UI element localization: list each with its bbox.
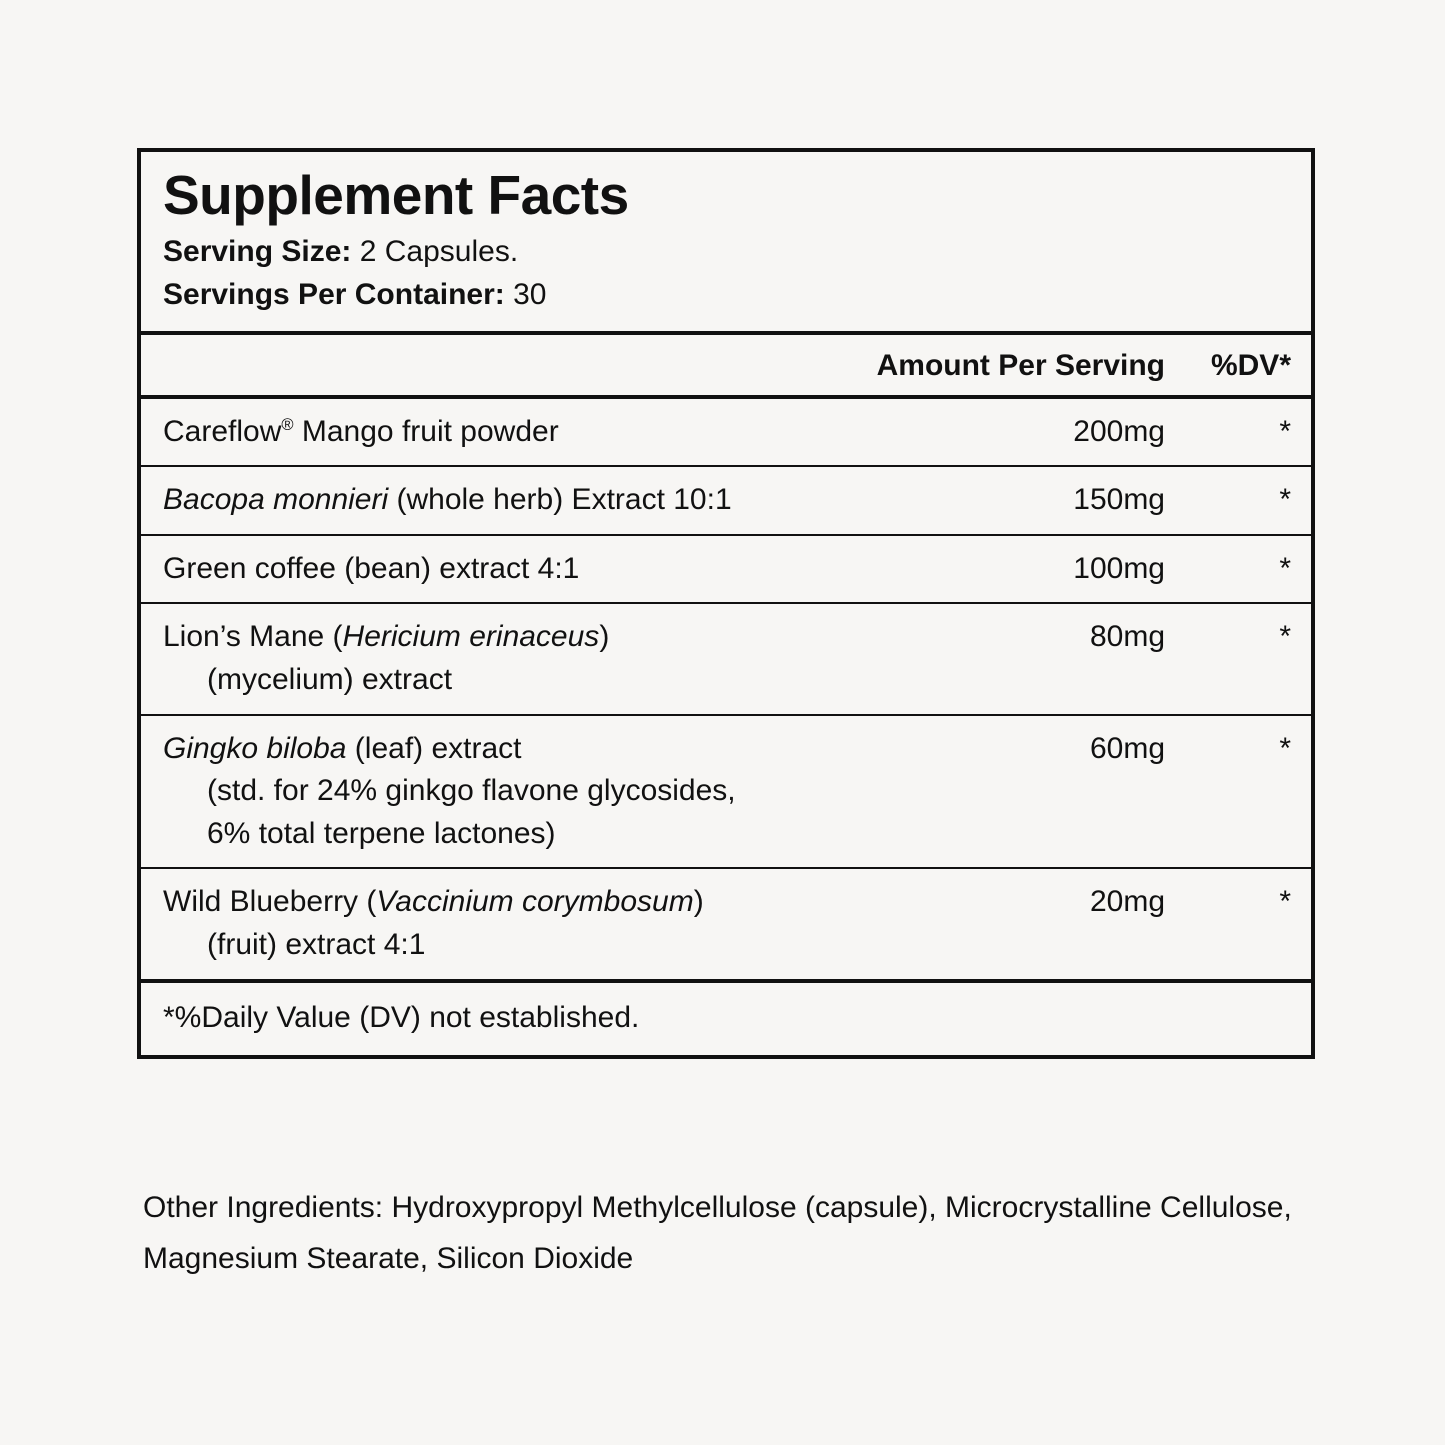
ingredient-name: Wild Blueberry (Vaccinium corymbosum) (fruit) extract 4:1 bbox=[163, 885, 704, 961]
ingredient-dv: * bbox=[1279, 551, 1291, 585]
ingredient-name: Lion’s Mane (Hericium erinaceus) (mycelium) extract bbox=[163, 620, 610, 696]
table-row bbox=[141, 536, 1311, 605]
ingredient-name: Green coffee (bean) extract 4:1 bbox=[163, 551, 580, 585]
column-header-row bbox=[141, 335, 1311, 399]
ingredient-dv: * bbox=[1279, 620, 1291, 654]
label-header bbox=[141, 152, 1311, 335]
supplement-facts-panel bbox=[137, 148, 1315, 1059]
serving-size-line bbox=[163, 231, 1291, 274]
ingredient-amount: 80mg bbox=[1089, 620, 1165, 654]
ingredient-amount: 100mg bbox=[1073, 551, 1165, 585]
column-header-amount: Amount Per Serving bbox=[876, 348, 1165, 382]
ingredient-amount: 20mg bbox=[1089, 885, 1165, 919]
ingredient-dv: * bbox=[1279, 414, 1291, 448]
ingredient-rows bbox=[141, 399, 1311, 983]
serving-size-label: Serving Size: bbox=[163, 235, 352, 269]
servings-per-container-line bbox=[163, 274, 1291, 317]
ingredient-name: Gingko biloba (leaf) extract (std. for 24% ginkgo flavone glycosides, 6% total terpene lactones) bbox=[163, 731, 736, 850]
table-row bbox=[141, 604, 1311, 715]
dv-footnote: *%Daily Value (DV) not established. bbox=[163, 1000, 640, 1034]
ingredient-amount: 60mg bbox=[1089, 731, 1165, 765]
table-row bbox=[141, 869, 1311, 982]
servings-per-container-value: 30 bbox=[513, 277, 547, 311]
serving-size-value: 2 Capsules. bbox=[359, 235, 519, 269]
table-row bbox=[141, 467, 1311, 536]
ingredient-name: Bacopa monnieri (whole herb) Extract 10:1 bbox=[163, 483, 732, 517]
page-title: Supplement Facts bbox=[163, 164, 629, 226]
table-row bbox=[141, 716, 1311, 870]
ingredient-name: Careflow® Mango fruit powder bbox=[163, 414, 559, 448]
ingredient-dv: * bbox=[1279, 731, 1291, 765]
ingredient-dv: * bbox=[1279, 483, 1291, 517]
ingredient-amount: 150mg bbox=[1073, 483, 1165, 517]
ingredient-dv: * bbox=[1279, 885, 1291, 919]
servings-per-container-label: Servings Per Container: bbox=[163, 277, 505, 311]
ingredient-amount: 200mg bbox=[1073, 414, 1165, 448]
column-header-dv: %DV* bbox=[1210, 348, 1291, 382]
other-ingredients: Other Ingredients: Hydroxypropyl Methylcellulose (capsule), Microcrystalline Cellulose, Magnesium Stearate, Silicon Dioxide bbox=[143, 1191, 1292, 1275]
table-row bbox=[141, 399, 1311, 468]
